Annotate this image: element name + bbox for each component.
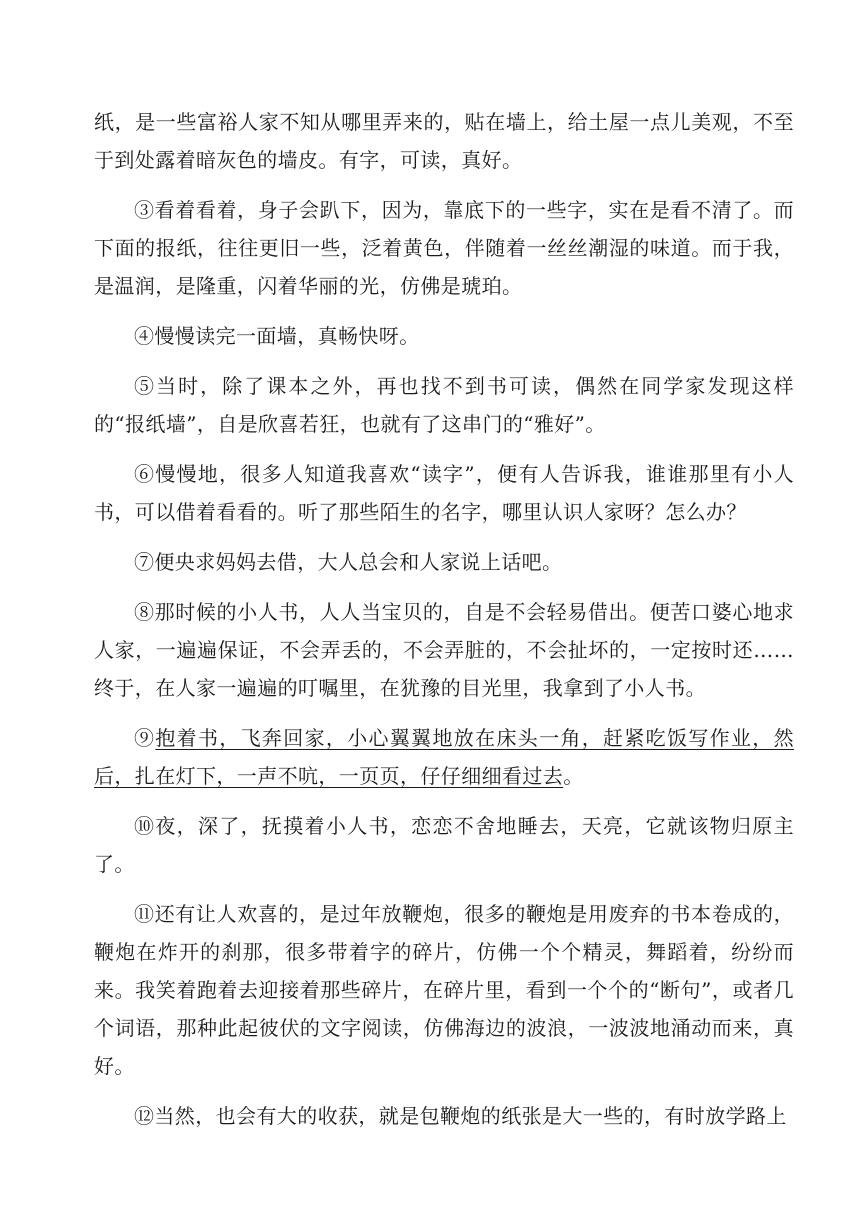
paragraph-11: ⑪还有让人欢喜的，是过年放鞭炮，很多的鞭炮是用废弃的书本卷成的，鞭炮在炸开的刹那，很多带着字的碎片，仿佛一个个精灵，舞蹈着，纷纷而来。我笑着跑着去迎接着那些碎片，在碎片里，看到一个个的“断句”，或者几个词语，那种此起彼伏的文字阅读，仿佛海边的波浪，一波波地涌动而来，真好。 xyxy=(94,902,794,1078)
paragraph-9-tail: 。 xyxy=(563,764,584,788)
paragraph-10: ⑩夜，深了，抚摸着小人书，恋恋不舍地睡去，天亮，它就该物归原主了。 xyxy=(94,814,794,876)
paragraph-12: ⑫当然，也会有大的收获，就是包鞭炮的纸张是大一些的，有时放学路上 xyxy=(134,1104,787,1128)
paragraph-continued: 纸，是一些富裕人家不知从哪里弄来的，贴在墙上，给土屋一点儿美观，不至于到处露着暗灰色的墙皮。有字，可读，真好。 xyxy=(94,110,794,172)
article-body xyxy=(94,103,794,1147)
paragraph-6: ⑥慢慢地，很多人知道我喜欢“读字”，便有人告诉我，谁谁那里有小人书，可以借着看看的。听了那些陌生的名字，哪里认识人家呀？怎么办？ xyxy=(94,462,794,524)
paragraph-8: ⑧那时候的小人书，人人当宝贝的，自是不会轻易借出。便苦口婆心地求人家，一遍遍保证，不会弄丢的，不会弄脏的，不会扯坏的，一定按时还……终于，在人家一遍遍的叮嘱里，在犹豫的目光里，我拿到了小人书。 xyxy=(94,600,794,700)
paragraph-5: ⑤当时，除了课本之外，再也找不到书可读，偶然在同学家发现这样的“报纸墙”，自是欣喜若狂，也就有了这串门的“雅好”。 xyxy=(94,374,794,436)
paragraph-9 xyxy=(94,719,794,795)
paragraph-9-marker: ⑨ xyxy=(134,726,156,750)
paragraph-4: ④慢慢读完一面墙，真畅快呀。 xyxy=(134,324,420,348)
paragraph-7: ⑦便央求妈妈去借，大人总会和人家说上话吧。 xyxy=(134,550,563,574)
underlined-sentence: 抱着书，飞奔回家，小心翼翼地放在床头一角，赶紧吃饭写作业，然后，扎在灯下，一声不吭，一页页，仔仔细细看过去 xyxy=(94,726,795,788)
paragraph-3: ③看着看着，身子会趴下，因为，靠底下的一些字，实在是看不清了。而下面的报纸，往往更旧一些，泛着黄色，伴随着一丝丝潮湿的味道。而于我，是温润，是隆重，闪着华丽的光，仿佛是琥珀。 xyxy=(94,198,794,298)
